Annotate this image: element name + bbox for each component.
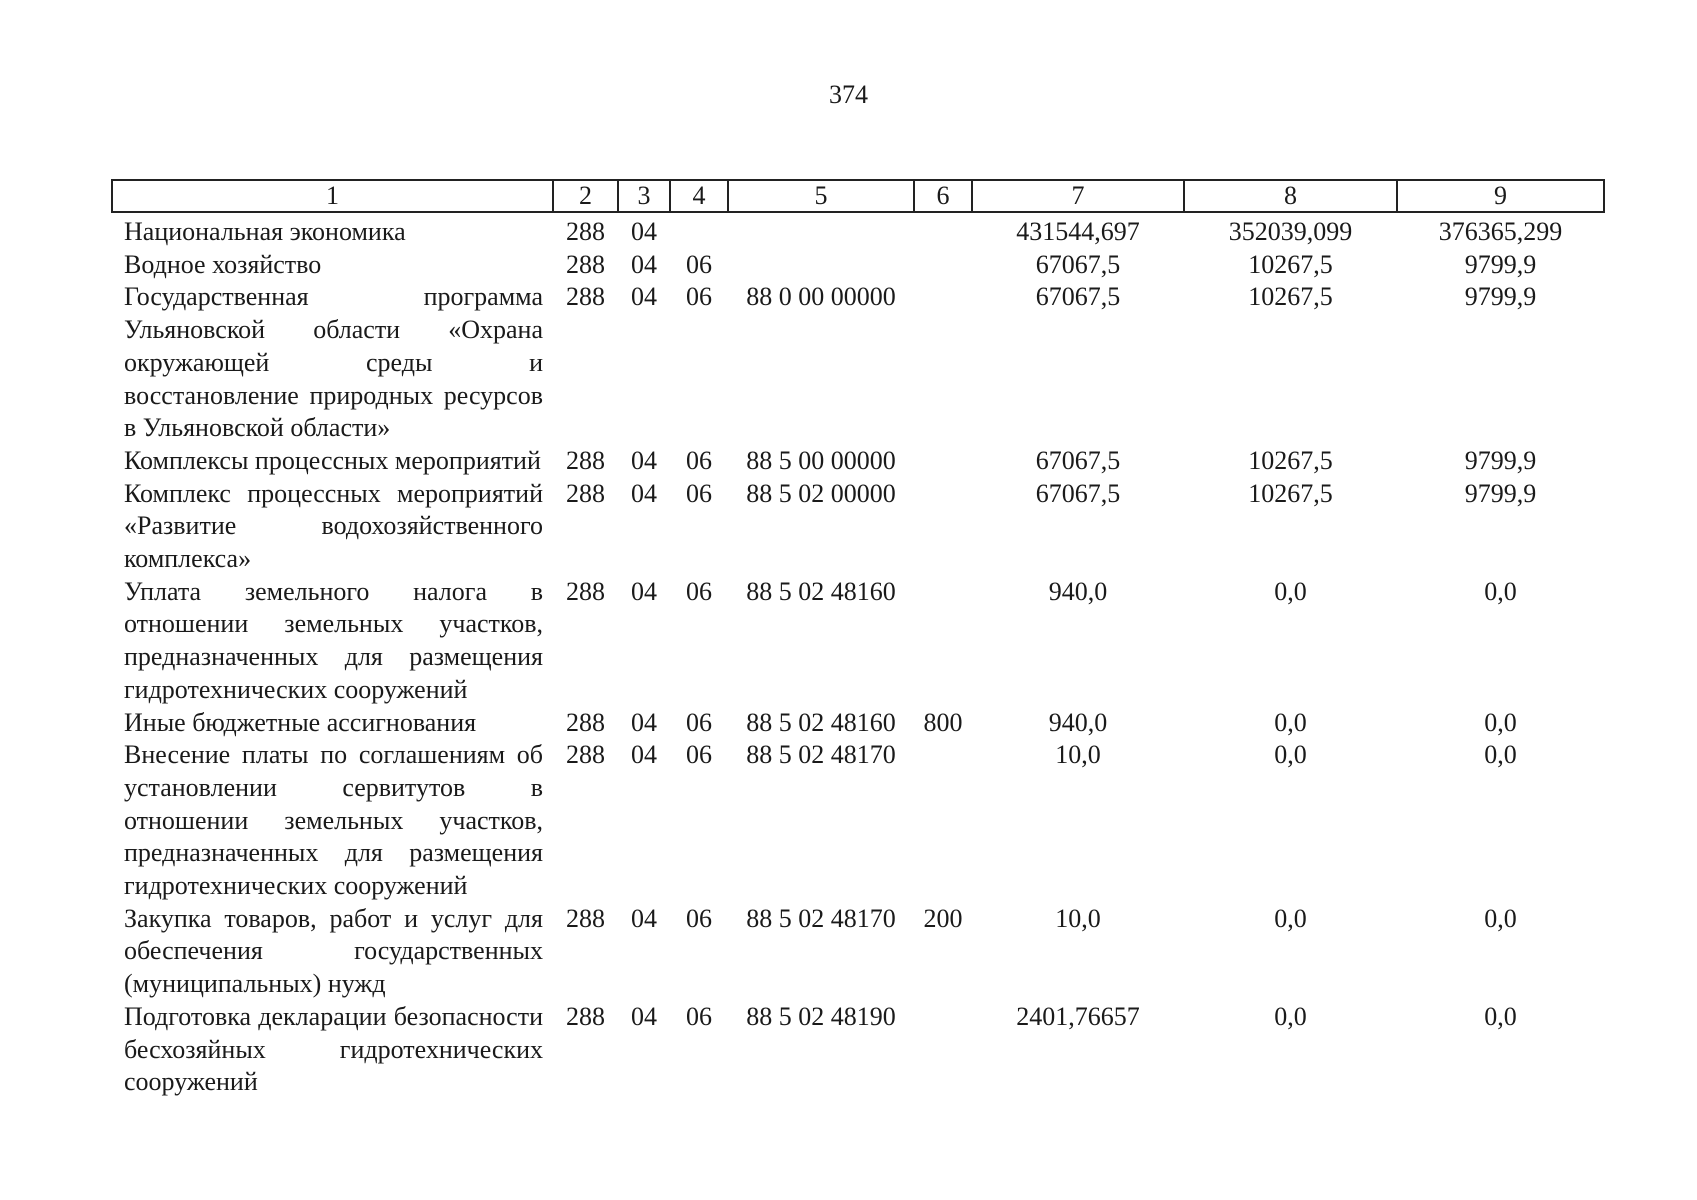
table-row [112,739,1604,903]
header-row [112,180,1604,212]
row-grbs: 288 [566,445,605,475]
row-vr [914,478,972,576]
row-grbs: 288 [566,576,605,606]
row-csr: 88 5 02 48190 [746,1001,896,1031]
row-year1: 940,0 [1048,707,1108,737]
row-year2: 10267,5 [1248,478,1333,508]
table-row [112,707,1604,740]
row-csr [728,249,914,282]
header-col-1: 1 [112,180,553,212]
row-pr: 06 [686,478,712,508]
row-name: Комплекс процессных мероприятий «Развитие водохозяйственного комплекса» [124,478,543,574]
row-vr [914,739,972,903]
page-number: 374 [829,80,868,109]
row-pr: 06 [686,249,712,279]
row-year3: 9799,9 [1464,445,1537,475]
table-row [112,1001,1604,1099]
row-vr: 200 [923,903,963,933]
row-rz: 04 [631,1001,657,1031]
row-year2: 10267,5 [1248,282,1333,312]
row-year3: 376365,299 [1438,217,1563,246]
row-pr: 06 [686,445,712,475]
table-row [112,281,1604,445]
row-vr [914,249,972,282]
row-year2: 0,0 [1274,903,1307,933]
row-year2: 352039,099 [1228,217,1353,246]
row-grbs: 288 [566,478,605,508]
row-name: Водное хозяйство [124,249,322,279]
row-rz: 04 [631,740,657,770]
row-pr: 06 [686,903,712,933]
row-year3: 9799,9 [1464,249,1537,279]
row-vr [914,281,972,445]
row-grbs: 288 [566,740,605,770]
row-pr: 06 [686,707,712,737]
row-year3: 0,0 [1484,707,1517,737]
row-pr: 06 [686,1001,712,1031]
row-year3: 0,0 [1484,1001,1517,1031]
row-year2: 0,0 [1274,1001,1307,1031]
row-year2: 0,0 [1274,740,1307,770]
row-vr [914,1001,972,1099]
table-row [112,903,1604,1001]
table-row [112,478,1604,576]
row-name: Государственная программа Ульяновской области «Охрана окружающей среды и восстановление природных ресурсов в Ульяновской области» [124,282,543,443]
row-year1: 940,0 [1048,576,1108,606]
row-year3: 9799,9 [1464,478,1537,508]
row-name: Закупка товаров, работ и услуг для обеспечения государственных (муниципальных) нужд [124,903,543,999]
row-csr: 88 5 00 00000 [746,445,896,475]
row-grbs: 288 [566,707,605,737]
row-grbs: 288 [566,903,605,933]
row-rz: 04 [631,707,657,737]
row-rz: 04 [631,217,657,246]
row-rz: 04 [631,576,657,606]
row-pr: 06 [686,282,712,312]
row-name: Подготовка декларации безопасности бесхозяйных гидротехнических сооружений [124,1001,543,1097]
row-grbs: 288 [566,217,605,246]
table-row [112,445,1604,478]
table-header [112,180,1604,212]
header-col-9: 9 [1397,180,1604,212]
row-csr: 88 5 02 48160 [746,576,896,606]
row-rz: 04 [631,249,657,279]
row-year1: 67067,5 [1035,445,1121,475]
row-csr: 88 5 02 00000 [746,478,896,508]
row-year3: 9799,9 [1464,282,1537,312]
row-year2: 0,0 [1274,576,1307,606]
row-pr: 06 [686,740,712,770]
header-col-6: 6 [914,180,972,212]
row-csr: 88 5 02 48160 [746,707,896,737]
row-year2: 0,0 [1274,707,1307,737]
row-year1: 431544,697 [1016,217,1140,246]
row-csr: 88 0 00 00000 [746,282,896,312]
table-body [112,212,1604,1099]
row-rz: 04 [631,445,657,475]
row-year1: 67067,5 [1035,249,1121,279]
row-pr [670,212,728,249]
table-row [112,249,1604,282]
row-year3: 0,0 [1484,903,1517,933]
header-col-7: 7 [972,180,1184,212]
row-year1: 2401,76657 [1016,1001,1140,1031]
row-vr [914,445,972,478]
row-name: Национальная экономика [124,217,406,246]
header-col-5: 5 [728,180,914,212]
row-year2: 10267,5 [1248,249,1333,279]
header-col-8: 8 [1184,180,1397,212]
row-vr: 800 [923,707,963,737]
row-year3: 0,0 [1484,576,1517,606]
header-col-4: 4 [670,180,728,212]
row-year1: 67067,5 [1035,282,1121,312]
row-year1: 67067,5 [1035,478,1121,508]
table-row [112,212,1604,249]
budget-table [111,179,1605,1099]
row-grbs: 288 [566,249,605,279]
row-csr: 88 5 02 48170 [746,740,896,770]
row-grbs: 288 [566,1001,605,1031]
row-pr: 06 [686,576,712,606]
header-col-2: 2 [553,180,618,212]
row-csr [728,212,914,249]
row-vr [914,212,972,249]
row-name: Иные бюджетные ассигнования [124,707,477,737]
row-csr: 88 5 02 48170 [746,903,896,933]
row-rz: 04 [631,478,657,508]
header-col-3: 3 [618,180,670,212]
row-name: Комплексы процессных мероприятий [124,445,541,475]
row-year3: 0,0 [1484,740,1517,770]
row-name: Внесение платы по соглашениям об установлении сервитутов в отношении земельных участков, предназначенных для размещения гидротехнических сооружений [124,740,543,901]
row-vr [914,576,972,707]
row-rz: 04 [631,903,657,933]
row-grbs: 288 [566,282,605,312]
row-name: Уплата земельного налога в отношении земельных участков, предназначенных для размещения гидротехнических сооружений [124,576,543,704]
row-rz: 04 [631,282,657,312]
table-row [112,576,1604,707]
row-year1: 10,0 [1055,903,1101,933]
row-year2: 10267,5 [1248,445,1333,475]
row-year1: 10,0 [1055,740,1101,770]
